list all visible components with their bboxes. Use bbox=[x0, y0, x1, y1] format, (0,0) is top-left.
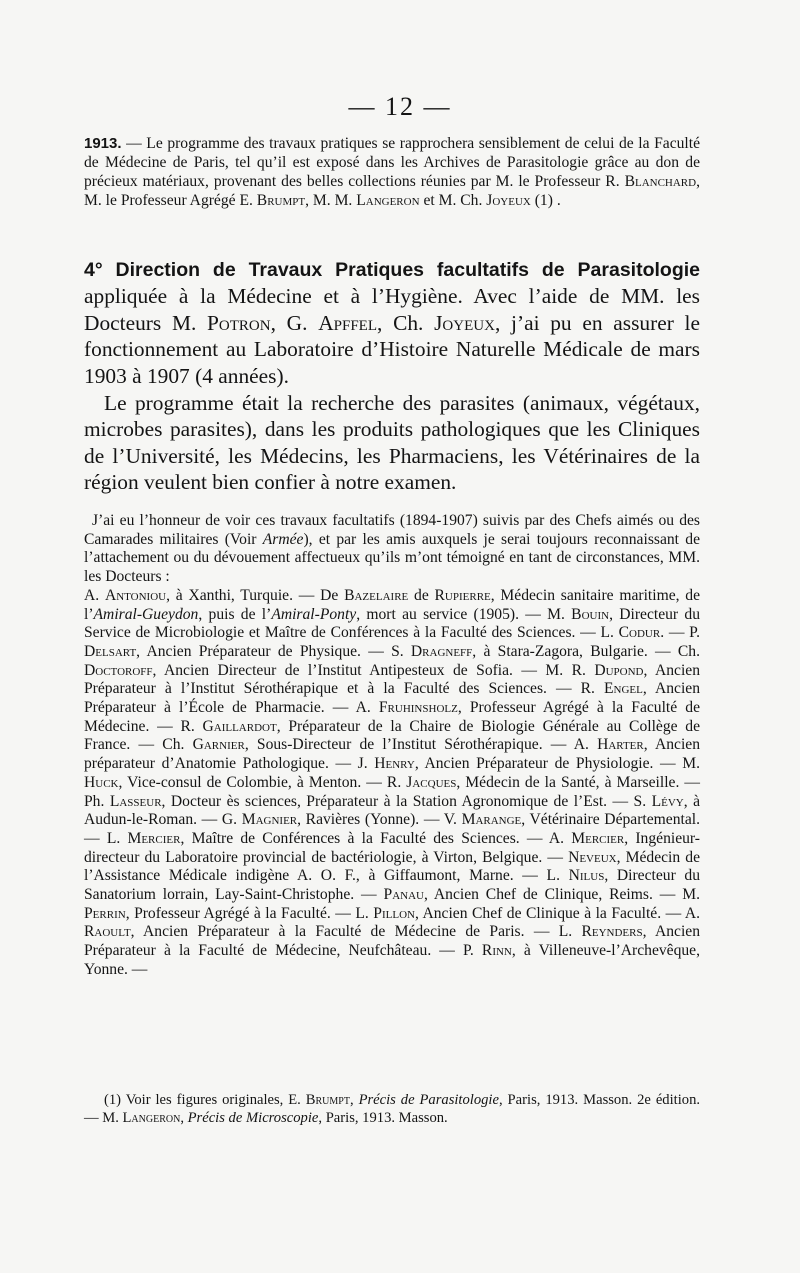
section-paragraph: 4° Direction de Travaux Pratiques facultatifs de Parasitologie appliquée à la Médecine et à l’Hygiène. Avec l’aide de MM. les Docteurs M. Potron, G. Apffel, Ch. Joyeux, j’ai pu en assurer le fonctionnement au Laboratoire d’Histoire Naturelle Médicale de mars 1903 à 1907 (4 années). bbox=[84, 259, 700, 388]
list-text: , Ancien préparateur d’Anatomie Pathologique. — J. bbox=[84, 736, 700, 773]
list-text: , à Xanthi, Turquie. — De bbox=[166, 586, 345, 604]
list-text: , Ancien Préparateur à la Faculté de Médecine de Paris. — L. bbox=[130, 923, 582, 941]
intro-paragraph: 1913. — Le programme des travaux pratiques se rapprochera sensiblement de celui de la Faculté de Médecine de Paris, tel qu’il est exposé dans les Archives de Parasitologie grâce au don de précieux matériaux, provenant des belles collections réunies par M. le Professeur R. Blanchard, M. le Professeur Agrégé E. Brumpt, M. M. Langeron et M. Ch. Joyeux (1) . bbox=[84, 135, 700, 209]
doctor-name: Dupond bbox=[594, 661, 644, 679]
doctor-name: Neveux bbox=[568, 848, 617, 866]
footnote: (1) Voir les figures originales, E. Brumpt, Précis de Parasitologie, Paris, 1913. Masson. 2e édition. — M. Langeron, Précis de Microscopie, Paris, 1913. Masson. bbox=[84, 1092, 701, 1126]
doctor-name: Engel bbox=[604, 680, 643, 698]
list-text: , Ancien Préparateur à la Faculté de Médecine, Neufchâteau. — P. bbox=[84, 923, 700, 960]
list-text: , Directeur du Sanatorium lorrain, Lay-Saint-Christophe. — bbox=[84, 867, 701, 904]
doctor-name: Mercier bbox=[127, 829, 181, 847]
list-text: , à Villeneuve-l’Archevêque, Yonne. — bbox=[84, 942, 701, 978]
doctor-name: Rupierre bbox=[434, 586, 491, 604]
doctor-name: Lasseur bbox=[109, 792, 162, 810]
doctor-name: Lévy bbox=[651, 792, 684, 810]
doctor-name: Henry bbox=[374, 755, 415, 773]
doctor-name: Jacques bbox=[406, 773, 457, 791]
doctor-name: Reynders bbox=[581, 923, 643, 941]
doctor-name: Bouin bbox=[571, 605, 610, 623]
list-text: , à Stara-Zagora, Bulgarie. — Ch. bbox=[472, 642, 700, 660]
doctor-name: Fruhinsholz bbox=[378, 699, 458, 717]
list-text: , mort au service (1905). — M. bbox=[356, 605, 572, 623]
list-text: de bbox=[408, 586, 435, 604]
list-text: , Médecin sanitaire maritime, de l’ bbox=[84, 586, 701, 623]
acknowledgements bbox=[84, 512, 700, 980]
list-text: , Vice-consul de Colombie, à Menton. — R. bbox=[118, 773, 407, 791]
doctor-name: Dragneff bbox=[410, 642, 473, 660]
list-text: , Médecin de l’Assistance Médicale indigène A. O. F., à Giffaumont, Marne. — L. bbox=[84, 848, 700, 885]
doctor-name: Nilus bbox=[568, 867, 605, 885]
doctor-name: Perrin bbox=[84, 904, 126, 922]
list-text: , Vétérinaire Départemental. — L. bbox=[84, 811, 700, 847]
program-paragraph: Le programme était la recherche des parasites (animaux, végétaux, microbes parasites), dans les produits pathologiques que les Cliniques de l’Université, les Médecins, les Pharmaciens, les Vétérinaires de la région veulent bien confier à notre examen. bbox=[84, 391, 700, 495]
list-text: , Ancien Préparateur à l’Institut Sérothérapique et à la Faculté des Sciences. — R. bbox=[84, 661, 701, 698]
doctor-name: Huck bbox=[84, 773, 119, 791]
list-text: , Préparateur de la Chaire de Biologie Générale au Collège de France. — Ch. bbox=[84, 717, 700, 754]
list-text: , Ingénieur-directeur du Laboratoire provincial de bactériologie, à Virton, Belgique. — bbox=[84, 829, 700, 866]
list-text: , à Audun-le-Roman. — G. bbox=[84, 792, 700, 829]
ship-name: Amiral-Gueydon bbox=[93, 605, 199, 623]
list-text: , Ancien Chef de Clinique, Reims. — M. bbox=[423, 886, 700, 904]
list-text: , Directeur du Service de Microbiologie et Maître de Conférences à la Faculté des Sciences. — L. bbox=[84, 605, 700, 642]
doctor-name: Antoniou bbox=[104, 586, 167, 604]
doctor-name: Panau bbox=[383, 886, 424, 904]
list-text: , Ancien Préparateur de Physiologie. — M. bbox=[414, 755, 700, 773]
doctor-name: Rinn bbox=[481, 942, 512, 960]
list-text: , Maître de Conférences à la Faculté des Sciences. — A. bbox=[180, 829, 572, 847]
doctor-name: Mercier bbox=[571, 829, 625, 847]
list-text: , Professeur Agrégé à la Faculté. — L. bbox=[125, 904, 374, 922]
doctor-name: Raoult bbox=[84, 923, 131, 941]
doctor-name: Gaillardot bbox=[202, 717, 277, 735]
list-text: , Médecin de la Santé, à Marseille. — Ph. bbox=[84, 773, 700, 810]
doctor-name: Delsart bbox=[84, 642, 137, 660]
list-text: , Ancien Chef de Clinique à la Faculté. — A. bbox=[414, 904, 700, 922]
acknowledgements-lead: J’ai eu l’honneur de voir ces travaux facultatifs (1894-1907) suivis par des Chefs aimés ou des Camarades militaires (Voir Armée), et par les amis auxquels je serai toujours reconnaissant de l’attachement ou du dévouement affectueux qu’ils m’ont témoigné en tant de circonstances, MM. les Docteurs : bbox=[84, 512, 700, 586]
list-text: A. bbox=[84, 586, 105, 604]
list-text: , puis de l’ bbox=[198, 605, 272, 623]
doctor-name: Bazelaire bbox=[344, 586, 409, 604]
section-heading: 4° Direction de Travaux Pratiques facultatifs de Parasitologie bbox=[84, 259, 700, 281]
list-text: , Sous-Directeur de l’Institut Sérothérapique. — A. bbox=[244, 736, 598, 754]
year-label: 1913. bbox=[84, 135, 122, 152]
list-text: , Ravières (Yonne). — V. bbox=[297, 811, 462, 829]
doctor-name: Marange bbox=[461, 811, 522, 829]
doctor-name: Pillon bbox=[373, 904, 415, 922]
list-text: , Docteur ès sciences, Préparateur à la Station Agronomique de l’Est. — S. bbox=[161, 792, 652, 810]
doctor-name: Magnier bbox=[241, 811, 298, 829]
list-text: , Ancien Préparateur de Physique. — S. bbox=[136, 642, 411, 660]
doctor-name: Codur bbox=[618, 624, 661, 642]
list-text: , Ancien Préparateur à l’École de Pharmacie. — A. bbox=[84, 680, 700, 717]
list-text: , Professeur Agrégé à la Faculté de Médecine. — R. bbox=[84, 699, 701, 735]
doctor-name: Doctoroff bbox=[84, 661, 153, 679]
doctor-name: Garnier bbox=[192, 736, 245, 754]
ship-name: Amiral-Ponty bbox=[271, 605, 357, 623]
doctor-name: Harter bbox=[597, 736, 644, 754]
list-text: . — P. bbox=[660, 624, 700, 642]
doctors-list bbox=[84, 587, 700, 980]
list-text: , Ancien Directeur de l’Institut Antipesteux de Sofia. — M. R. bbox=[152, 661, 595, 679]
page-number: — 12 — bbox=[348, 92, 452, 121]
